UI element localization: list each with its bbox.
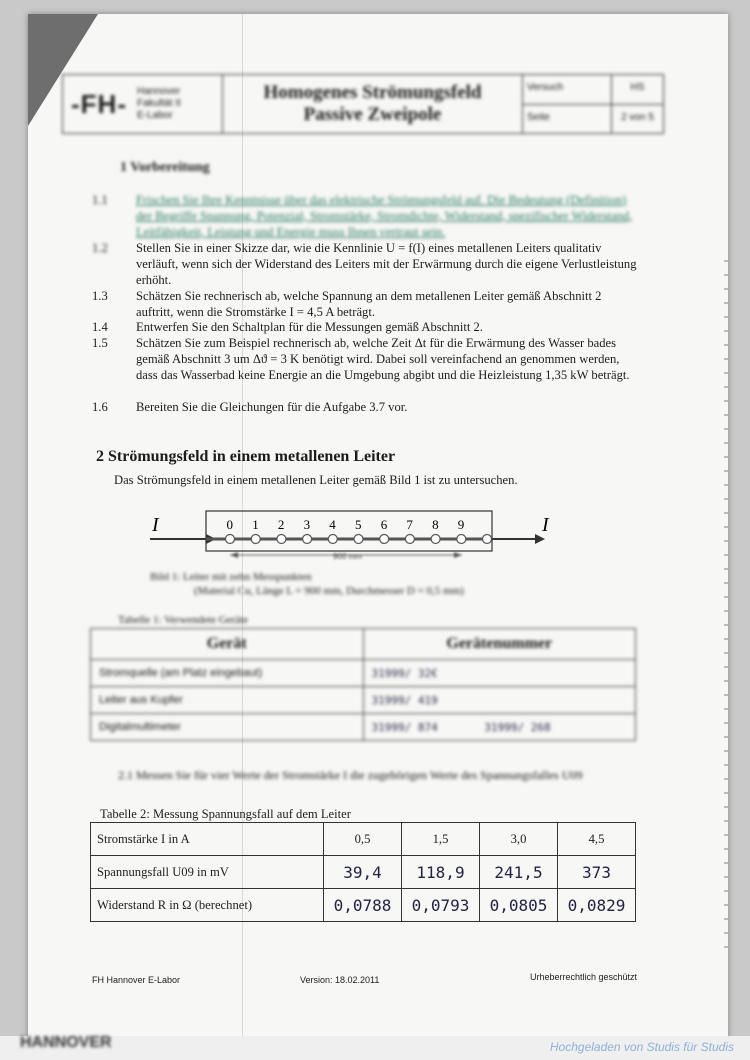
measurement-point bbox=[277, 535, 286, 544]
resistance-value: 0,0829 bbox=[558, 889, 636, 922]
point-label: 0 bbox=[226, 517, 233, 532]
item-text: Schätzen Sie zum Beispiel rechnerisch ab, welche Zeit Δt für die Erwärmung des Wasser bades gemäß Abschnitt 3 um Δϑ = 3 K benötigt wird. Dabei soll vereinfachend an genommen werden, dass das Wasserbad keine Energie an die Umgebung abgibt und die Heizleistung 1,35 kW beträgt. bbox=[136, 336, 630, 382]
table-row bbox=[91, 823, 636, 856]
fh-logo: -FH- bbox=[71, 88, 127, 119]
measurement-point bbox=[405, 535, 414, 544]
current-value: 4,5 bbox=[558, 823, 636, 856]
measurement-point bbox=[483, 535, 492, 544]
table-row bbox=[91, 660, 636, 687]
row-label-resistance: Widerstand R in Ω (berechnet) bbox=[91, 889, 324, 922]
item-number: 1.2 bbox=[92, 241, 108, 255]
measurement-point bbox=[226, 535, 235, 544]
table-row bbox=[91, 687, 636, 714]
voltage-value: 373 bbox=[558, 856, 636, 889]
measurement-point bbox=[354, 535, 363, 544]
voltage-value: 118,9 bbox=[402, 856, 480, 889]
measurement-point bbox=[303, 535, 312, 544]
table-1-title: Tabelle 1: Verwendete Geräte bbox=[118, 614, 249, 626]
table-row bbox=[91, 856, 636, 889]
title-line-1: Homogenes Strömungsfeld bbox=[263, 82, 482, 103]
seite-label: Seite bbox=[523, 105, 612, 134]
row-label-current: Stromstärke I in A bbox=[91, 823, 324, 856]
table-row bbox=[91, 889, 636, 922]
header-device: Gerät bbox=[91, 629, 364, 660]
point-label: 9 bbox=[457, 517, 465, 532]
resistance-value: 0,0788 bbox=[324, 889, 402, 922]
point-label: 3 bbox=[303, 517, 311, 532]
section-1-heading: 1 Vorbereitung bbox=[120, 160, 210, 175]
list-item bbox=[92, 240, 637, 288]
measurement-point bbox=[251, 535, 260, 544]
measurement-point bbox=[457, 535, 466, 544]
institution bbox=[137, 86, 181, 122]
item-number: 1.4 bbox=[92, 320, 108, 334]
device-number: 31999/ 419 bbox=[363, 687, 636, 714]
table-header-row bbox=[91, 629, 636, 660]
seite-value: 2 von 5 bbox=[621, 111, 654, 123]
section-2-heading: 2 Strömungsfeld in einem metallenen Leiter bbox=[96, 448, 396, 465]
list-item bbox=[92, 399, 637, 415]
watermark: Hochgeladen von Studis für Studis bbox=[549, 1040, 734, 1054]
title-line-2: Passive Zweipole bbox=[303, 104, 442, 125]
header-meta bbox=[523, 75, 663, 133]
institution-line: Fakultät II bbox=[136, 98, 181, 109]
institution-line: Hannover bbox=[136, 86, 181, 97]
measurement-point bbox=[380, 535, 389, 544]
task-2-1: 2.1 Messen Sie für vier Werte der Stromstärke I die zugehörigen Werte des Spannungsfalles U09 bbox=[118, 768, 583, 782]
current-value: 3,0 bbox=[480, 823, 558, 856]
device-number: 31999/ 268 bbox=[484, 720, 551, 734]
measurement-point bbox=[328, 535, 337, 544]
versuch-label: Versuch bbox=[523, 75, 612, 104]
voltage-value: 39,4 bbox=[324, 856, 402, 889]
item-text: Bereiten Sie die Gleichungen für die Aufgabe 3.7 vor. bbox=[136, 400, 408, 414]
resistance-value: 0,0793 bbox=[402, 889, 480, 922]
footer-copyright: Urheberrechtlich geschützt bbox=[530, 972, 638, 982]
seite-row bbox=[523, 104, 663, 134]
point-label: 4 bbox=[329, 517, 336, 532]
current-value: 1,5 bbox=[402, 823, 480, 856]
brand-logo: HANNOVER bbox=[20, 1034, 112, 1051]
versuch-row bbox=[523, 75, 663, 104]
device-numbers bbox=[363, 714, 636, 741]
caption-line-1: Bild 1: Leiter mit zehn Messpunkten bbox=[150, 571, 312, 583]
list-item bbox=[92, 335, 637, 383]
measurement-table bbox=[90, 822, 636, 922]
item-text: Entwerfen Sie den Schaltplan für die Messungen gemäß Abschnitt 2. bbox=[136, 320, 483, 334]
point-label: 1 bbox=[252, 517, 259, 532]
caption-line-2: (Material Cu, Länge L = 900 mm, Durchmesser D = 0,5 mm) bbox=[194, 585, 464, 597]
point-label: 6 bbox=[380, 517, 388, 532]
dimension-label: 900 mm bbox=[333, 552, 362, 561]
document-header bbox=[62, 74, 664, 134]
device-name: Leiter aus Kupfer bbox=[91, 687, 364, 714]
point-label: 2 bbox=[277, 517, 285, 532]
list-item bbox=[92, 288, 637, 320]
device-name: Digitalmultimeter bbox=[91, 714, 364, 741]
measurement-point bbox=[431, 535, 440, 544]
device-number: 31999/ 874 bbox=[371, 720, 438, 734]
item-text: Stellen Sie in einer Skizze dar, wie die Kennlinie U = f(I) eines metallenen Leiters qualitativ verläuft, wenn sich der Widerstand des Leiters mit der Erwärmung durch die eigene Verlustleistung erhöht. bbox=[136, 241, 637, 287]
device-name: Stromquelle (am Platz eingebaut) bbox=[91, 660, 364, 687]
point-label: 5 bbox=[355, 517, 362, 532]
row-label-voltage: Spannungsfall U09 in mV bbox=[91, 856, 324, 889]
current-label-left: I bbox=[152, 514, 159, 536]
point-label: 8 bbox=[432, 517, 439, 532]
item-number: 1.5 bbox=[92, 336, 108, 350]
resistance-value: 0,0805 bbox=[480, 889, 558, 922]
table-2-title: Tabelle 2: Messung Spannungsfall auf dem Leiter bbox=[100, 807, 351, 821]
item-number: 1.6 bbox=[92, 400, 108, 414]
point-label: 7 bbox=[406, 517, 413, 532]
footer-version: Version: 18.02.2011 bbox=[300, 975, 380, 985]
voltage-value: 241,5 bbox=[480, 856, 558, 889]
current-label-right: I bbox=[542, 514, 549, 536]
section-2-intro: Das Strömungsfeld in einem metallenen Leiter gemäß Bild 1 ist zu untersuchen. bbox=[114, 473, 518, 487]
institution-line: E-Labor bbox=[136, 110, 173, 121]
footer-left: FH Hannover E-Labor bbox=[92, 975, 181, 985]
header-title bbox=[223, 75, 523, 133]
list-item bbox=[92, 319, 637, 335]
item-number: 1.1 bbox=[92, 193, 108, 207]
edge-marks bbox=[724, 260, 728, 960]
table-row bbox=[91, 714, 636, 741]
list-item bbox=[92, 192, 637, 240]
header-device-number: Gerätenummer bbox=[363, 629, 636, 660]
figure-caption bbox=[150, 570, 464, 598]
conductor-box bbox=[206, 511, 492, 551]
item-text: Frischen Sie Ihre Kenntnisse über das elektrische Strömungsfeld auf. Die Bedeutung (Definition) der Begriffe Spannung, Potenzial, Stromstärke, Stromdichte, Widerstand, spezifischer Widerstand, Leitfähigkeit, Leistung und Energie muss Ihnen vertraut sein. bbox=[136, 193, 633, 239]
item-text: Schätzen Sie rechnerisch ab, welche Spannung an dem metallenen Leiter gemäß Abschnitt 2 auftritt, wenn die Stromstärke I = 4,5 A beträgt. bbox=[136, 289, 602, 319]
dimension-line bbox=[230, 552, 462, 561]
device-number: 31999/ 32€ bbox=[363, 660, 636, 687]
devices-table bbox=[90, 628, 636, 741]
versuch-value: HS bbox=[630, 82, 645, 93]
logo-cell bbox=[63, 75, 223, 133]
conductor-diagram bbox=[150, 505, 570, 567]
item-number: 1.3 bbox=[92, 289, 108, 303]
current-value: 0,5 bbox=[324, 823, 402, 856]
